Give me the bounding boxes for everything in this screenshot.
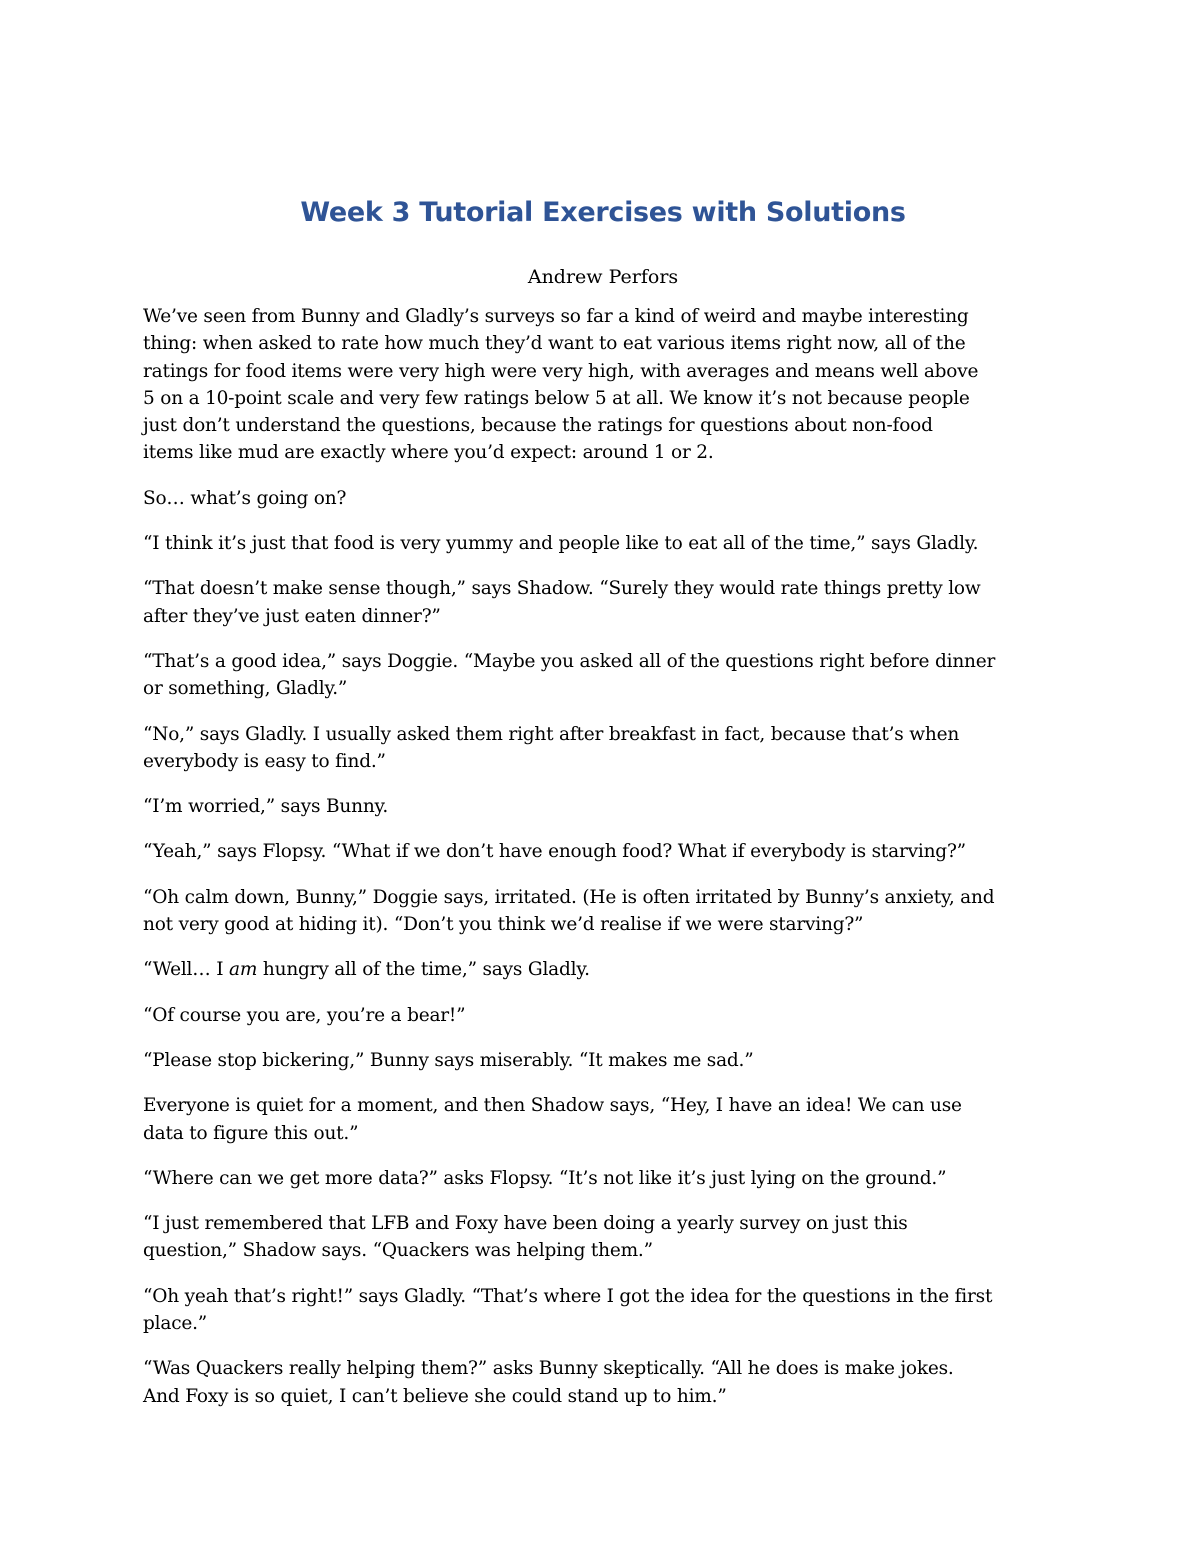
text-line: “That doesn’t make sense though,” says Shadow. “Surely they would rate things pretty low	[143, 578, 981, 600]
text-line: “Of course you are, you’re a bear!”	[143, 1004, 466, 1026]
text-line: thing: when asked to rate how much they’d want to eat various items right now, all of the	[143, 333, 966, 355]
paragraph	[143, 793, 1063, 820]
emphasis-text: am	[229, 959, 258, 981]
document-body	[143, 190, 1063, 1428]
paragraph	[143, 884, 1063, 939]
text-line: items like mud are exactly where you’d expect: around 1 or 2.	[143, 442, 714, 464]
paragraph	[143, 721, 1063, 776]
text-segment: “Well… I	[143, 959, 230, 981]
text-line: “Oh calm down, Bunny,” Doggie says, irritated. (He is often irritated by Bunny’s anxiety, and	[143, 886, 995, 908]
document-author: Andrew Perfors	[527, 266, 679, 288]
text-line: “Was Quackers really helping them?” asks Bunny skeptically. “All he does is make jokes.	[143, 1358, 954, 1380]
paragraph	[143, 1092, 1063, 1147]
document-title: Week 3 Tutorial Exercises with Solutions	[300, 197, 906, 228]
text-line: “No,” says Gladly. I usually asked them right after breakfast in fact, because that’s when	[143, 723, 960, 745]
text-line: “I’m worried,” says Bunny.	[143, 796, 389, 818]
text-line	[143, 956, 1063, 983]
text-line: So… what’s going on?	[143, 487, 347, 509]
paragraph	[143, 303, 1063, 467]
paragraph	[143, 485, 1063, 512]
text-line: “I think it’s just that food is very yummy and people like to eat all of the time,” says Gladly.	[143, 533, 979, 555]
text-line: not very good at hiding it). “Don’t you think we’d realise if we were starving?”	[143, 914, 864, 936]
text-line: 5 on a 10-point scale and very few ratings below 5 at all. We know it’s not because people	[143, 387, 970, 409]
text-line: everybody is easy to find.”	[143, 750, 386, 772]
text-line: or something, Gladly.”	[143, 678, 348, 700]
paragraph	[143, 956, 1063, 983]
text-line: “Oh yeah that’s right!” says Gladly. “That’s where I got the idea for the questions in the first	[143, 1285, 993, 1307]
text-segment: hungry all of the time,” says Gladly.	[257, 959, 590, 981]
paragraph	[143, 1047, 1063, 1074]
paragraph	[143, 838, 1063, 865]
text-line: And Foxy is so quiet, I can’t believe she could stand up to him.”	[143, 1385, 727, 1407]
text-line: “Please stop bickering,” Bunny says miserably. “It makes me sad.”	[143, 1049, 754, 1071]
paragraph	[143, 575, 1063, 630]
paragraph	[143, 1165, 1063, 1192]
paragraph	[143, 530, 1063, 557]
text-line: Everyone is quiet for a moment, and then Shadow says, “Hey, I have an idea! We can use	[143, 1095, 962, 1117]
paragraph	[143, 1283, 1063, 1338]
text-line: “I just remembered that LFB and Foxy have been doing a yearly survey on just this	[143, 1213, 908, 1235]
paragraph	[143, 1210, 1063, 1265]
text-line: data to figure this out.”	[143, 1122, 359, 1144]
text-line: place.”	[143, 1313, 208, 1335]
text-line: “That’s a good idea,” says Doggie. “Maybe you asked all of the questions right before dinner	[143, 650, 996, 672]
paragraph	[143, 648, 1063, 703]
paragraph	[143, 1355, 1063, 1410]
text-line: after they’ve just eaten dinner?”	[143, 605, 441, 627]
text-line: question,” Shadow says. “Quackers was helping them.”	[143, 1240, 653, 1262]
paragraph	[143, 1002, 1063, 1029]
text-line: We’ve seen from Bunny and Gladly’s surveys so far a kind of weird and maybe interesting	[143, 306, 969, 327]
text-line: just don’t understand the questions, because the ratings for questions about non-food	[143, 415, 933, 437]
text-line: ratings for food items were very high were very high, with averages and means well above	[143, 360, 979, 382]
text-line: “Yeah,” says Flopsy. “What if we don’t have enough food? What if everybody is starving?”	[143, 841, 966, 863]
text-line: “Where can we get more data?” asks Flopsy. “It’s not like it’s just lying on the ground.”	[143, 1167, 947, 1189]
